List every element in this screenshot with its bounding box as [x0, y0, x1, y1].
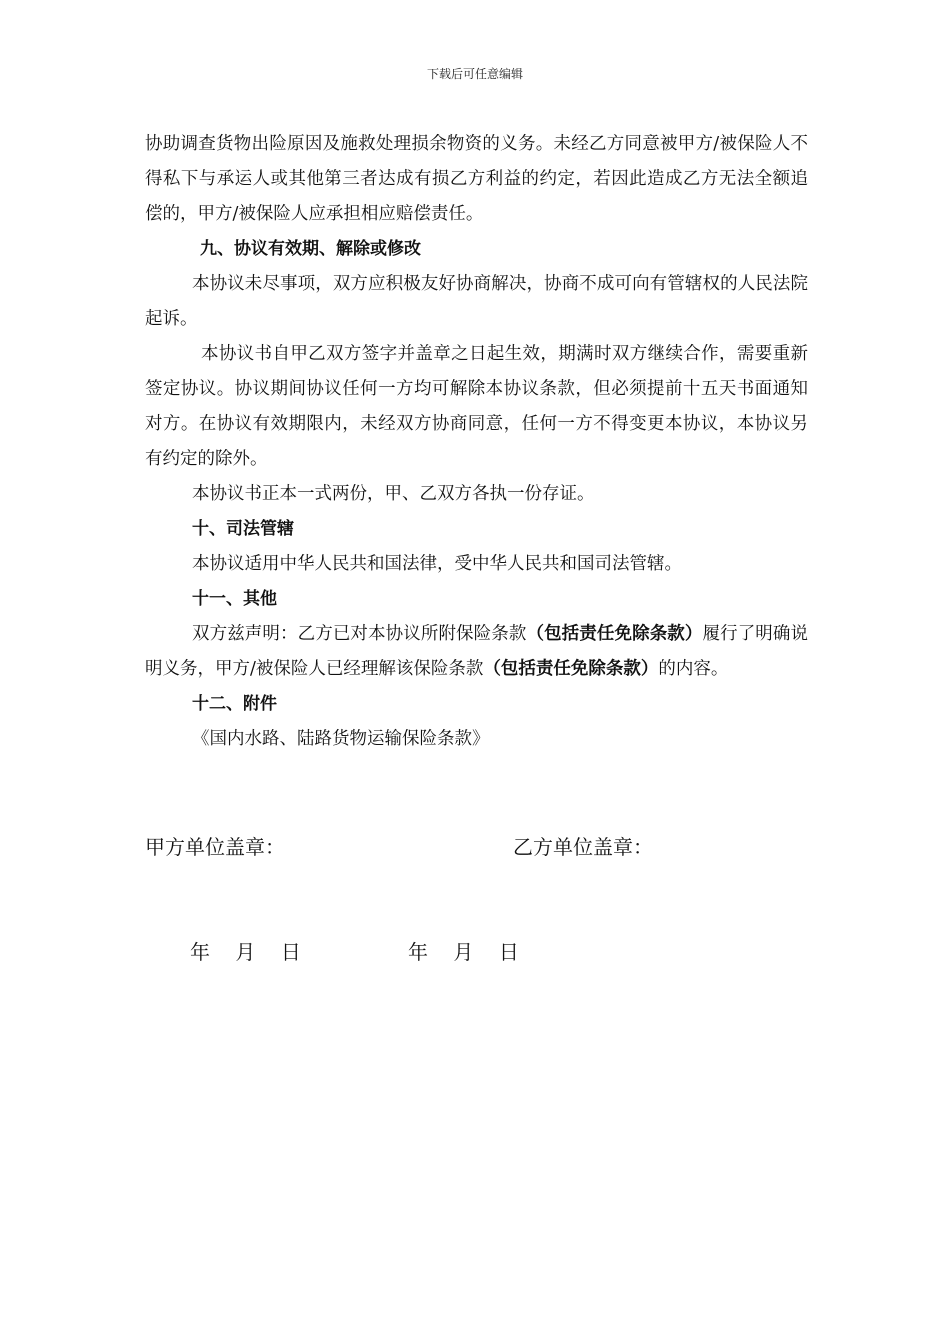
paragraph-11-text-1: 双方兹声明：乙方已对本协议所附保险条款 [192, 624, 527, 644]
paragraph-9a: 本协议未尽事项，双方应积极友好协商解决，协商不成可向有管辖权的人民法院起诉。 [145, 274, 808, 329]
section-heading-9: 九、协议有效期、解除或修改 [200, 239, 421, 259]
paragraph-11-text-2: 履行了明确说明义务，甲方/被保险人已经理解该保险条款 [145, 624, 809, 679]
paragraph-9b: 本协议书自甲乙双方签字并盖章之日起生效，期满时双方继续合作，需要重新签定协议。协议期间协议任何一方均可解除本协议条款，但必须提前十五天书面通知对方。在协议有效期限内，未经双方协商同意，任何一方不得变更本协议，本协议另有约定的除外。 [145, 344, 808, 469]
paragraph-11-text-3: 的内容。 [658, 659, 729, 679]
party-a-date: 年 月 日 [190, 940, 301, 964]
paragraph-9c: 本协议书正本一式两份，甲、乙双方各执一份存证。 [192, 484, 595, 504]
paragraph-11-bold-2: （包括责任免除条款） [483, 659, 659, 679]
section-heading-12: 十二、附件 [192, 694, 277, 714]
paragraph-11-bold-1: （包括责任免除条款） [526, 624, 703, 644]
paragraph-12-attachment: 《国内水路、陆路货物运输保险条款》 [192, 729, 490, 749]
paragraph-11 [145, 617, 808, 687]
paragraph-continuation: 协助调查货物出险原因及施救处理损余物资的义务。未经乙方同意被甲方/被保险人不得私下与承运人或其他第三者达成有损乙方利益的约定，若因此造成乙方无法全额追偿的，甲方/被保险人应承担相应赔偿责任。 [145, 134, 808, 224]
party-b-date: 年 月 日 [408, 940, 519, 964]
paragraph-10: 本协议适用中华人民共和国法律，受中华人民共和国司法管辖。 [192, 554, 682, 574]
page-header-note: 下载后可任意编辑 [426, 67, 523, 81]
party-a-seal-label: 甲方单位盖章： [145, 835, 285, 859]
party-b-seal-label: 乙方单位盖章： [513, 835, 653, 859]
section-heading-11: 十一、其他 [192, 589, 277, 609]
document-body [145, 127, 808, 757]
section-heading-10: 十、司法管辖 [192, 519, 294, 539]
